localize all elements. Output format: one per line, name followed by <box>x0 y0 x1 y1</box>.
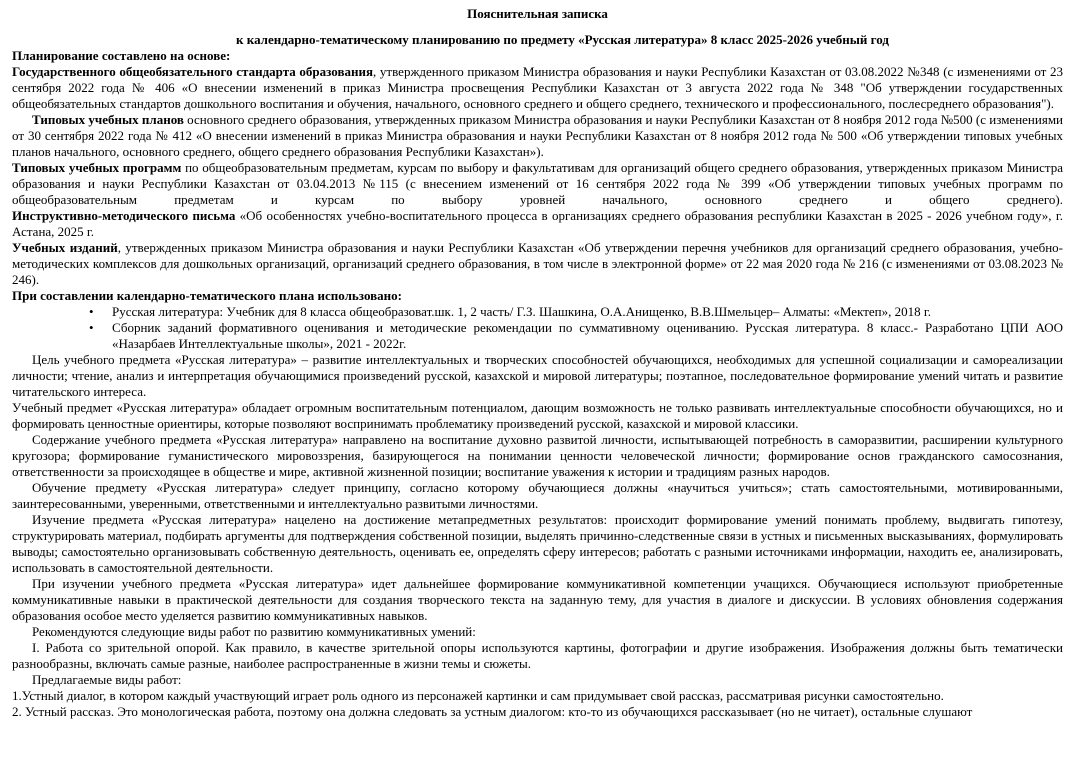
document-page <box>12 0 1063 720</box>
paragraph-letter-text: «Об особенностях учебно-воспитательного процесса в организациях среднего образования республики Казахстан в 2025 - 2026 учебном году», г. Астана, 2025 г. <box>12 208 1063 239</box>
paragraph-principle: Обучение предмету «Русская литература» следует принципу, согласно которому обучающиеся должны «научиться учиться»; стать самостоятельными, мотивированными, заинтересованными, уверенными, ответственными и интеллектуально развитыми личностями. <box>12 480 1063 511</box>
list-item-text: Русская литература: Учебник для 8 класса общеобразоват.шк. 1, 2 часть/ Г.З. Шашкина, О.А.Анищенко, В.В.Шмельцер– Алматы: «Мектеп», 2018 г. <box>112 304 931 319</box>
document-subtitle: к календарно-тематическому планированию по предмету «Русская литература» 8 класс 2025-2026 учебный год <box>236 32 889 47</box>
paragraph-item-dialog: 1.Устный диалог, в котором каждый участвующий играет роль одного из персонажей картинки и сам придумывает свой рассказ, рассматривая рисунки самостоятельно. <box>12 688 944 703</box>
paragraph-visual-support: I. Работа со зрительной опорой. Как правило, в качестве зрительной опоры используются картины, фотографии и другие изображения. Изображения должны быть тематически разнообразны, включать самые разные, наиболее распространенные в жизни темы и сюжеты. <box>12 640 1063 671</box>
paragraph-standard-text: , утвержденного приказом Министра образования и науки Республики Казахстан от 03.08.2022 №348 (с изменениями от 23 сентября 2022 года № 406 «О внесении изменений в приказ Министра просвещения Республики Казахстан от 3 августа 2022 года № 348 "Об утверждении государственных общеобязательных стандартов дошкольного воспитания и обучения, начального, основного среднего и общего среднего, технического и профессионального, послесреднего образования"). <box>12 64 1063 111</box>
paragraph-programs <box>12 160 1063 208</box>
bullet-icon: • <box>89 320 94 335</box>
bullet-icon: • <box>89 304 94 319</box>
paragraph-item-story: 2. Устный рассказ. Это монологическая работа, поэтому она должна следовать за устным диалогом: кто-то из обучающихся рассказывает (но не читает), остальные слушают <box>12 704 973 719</box>
document-title: Пояснительная записка <box>467 6 608 21</box>
paragraph-goal: Цель учебного предмета «Русская литература» – развитие интеллектуальных и творческих способностей обучающихся, необходимых для успешной социализации и самореализации личности; чтение, анализ и интерпретация обучающимися произведений русской, казахской и мировой литературы; поэтапное, последовательное формирование умений читать и развитие читательского интереса. <box>12 352 1063 399</box>
paragraph-plans-text: основного среднего образования, утвержденных приказом Министра образования и науки Республики Казахстан от 8 ноября 2012 года №500 (с изменениями от 30 сентября 2022 года № 412 «О внесении изменений в приказ Министра образования и науки Республики Казахстан от 8 ноября 2012 года № 500 «Об утверждении типовых учебных планов начального, основного среднего, общего среднего образования Республики Казахстан»). <box>12 112 1064 159</box>
list-item-text: Сборник заданий формативного оценивания и методические рекомендации по суммативному оцениванию. Русская литература. 8 класс.- Разработано ЦПИ АОО «Назарбаев Интеллектуальные школы», 2021 - 2022г. <box>112 320 1063 351</box>
paragraph-editions <box>12 240 1063 288</box>
paragraph-letter <box>12 208 1063 240</box>
basis-heading: Планирование составлено на основе: <box>12 48 231 63</box>
paragraph-programs-text: по общеобразовательным предметам, курсам по выбору и факультативам для организаций общего среднего образования, утвержденных приказом Министра образования и науки Республики Казахстан от 03.04.2013 №115 (с внесением изменений от 16 сентября 2022 года № 399 «Об утверждении типовых учебных программ по общеобразовательным предметам и курсам по выбору уровней начального, основного среднего и общего среднего). <box>12 160 1063 207</box>
paragraph-potential: Учебный предмет «Русская литература» обладает огромным воспитательным потенциалом, дающим возможность не только развивать интеллектуальные способности обучающихся, но и формировать ценностные ориентиры, которые позволяют воспринимать проблематику произведений русской, казахской и мировой классики. <box>12 400 1063 431</box>
paragraph-recommended: Рекомендуются следующие виды работ по развитию коммуникативных умений: <box>32 624 476 639</box>
paragraph-standard <box>12 64 1063 112</box>
paragraph-communication: При изучении учебного предмета «Русская литература» идет дальнейшее формирование коммуникативной компетенции учащихся. Обучающиеся используют приобретенные коммуникативные навыки в практической деятельности для создания творческого текста на заданную тему, для участия в диалоге и дискуссии. В условиях обновления содержания образования особое место уделяется развитию коммуникативных навыков. <box>12 576 1063 623</box>
used-heading: При составлении календарно-тематического плана использовано: <box>12 288 402 303</box>
list-item <box>12 320 1063 352</box>
paragraph-plans <box>12 112 1063 160</box>
sources-list <box>12 304 1063 352</box>
paragraph-editions-text: , утвержденных приказом Министра образования и науки Республики Казахстан «Об утверждении перечня учебников для организаций среднего образования, учебно-методических комплексов для дошкольных организаций, организаций среднего образования, в том числе в электронной форме» от 22 мая 2020 года № 216 (с изменениями от 03.08.2023 № 246). <box>12 240 1063 287</box>
paragraph-plans-lead: Типовых учебных планов <box>32 112 184 127</box>
paragraph-standard-lead: Государственного общеобязательного стандарта образования <box>12 64 374 79</box>
paragraph-letter-lead: Инструктивно-методического письма <box>12 208 236 223</box>
paragraph-content: Содержание учебного предмета «Русская литература» направлено на воспитание духовно развитой личности, испытывающей потребность в саморазвитии, расширении культурного кругозора; формирование гуманистического мировоззрения, базирующегося на понимании ценности человеческой личности; формирование основ гражданского самосознания, ответственности за происходящее в обществе и мире, активной жизненной позиции; воспитание уважения к истории и традициям разных народов. <box>12 432 1063 479</box>
paragraph-proposed: Предлагаемые виды работ: <box>32 672 182 687</box>
paragraph-programs-lead: Типовых учебных программ <box>12 160 182 175</box>
paragraph-meta: Изучение предмета «Русская литература» нацелено на достижение метапредметных результатов: происходит формирование умений понимать проблему, выдвигать гипотезу, структурировать материал, подбирать аргументы для подтверждения собственной позиции, выделять причинно-следственные связи в устных и письменных высказываниях, формулировать выводы; самостоятельно организовывать собственную деятельность, оценивать ее, определять сферу интересов; работать с разными источниками информации, находить ее, анализировать, использовать в самостоятельной деятельности. <box>12 512 1063 575</box>
list-item <box>12 304 1063 320</box>
paragraph-editions-lead: Учебных изданий <box>12 240 118 255</box>
